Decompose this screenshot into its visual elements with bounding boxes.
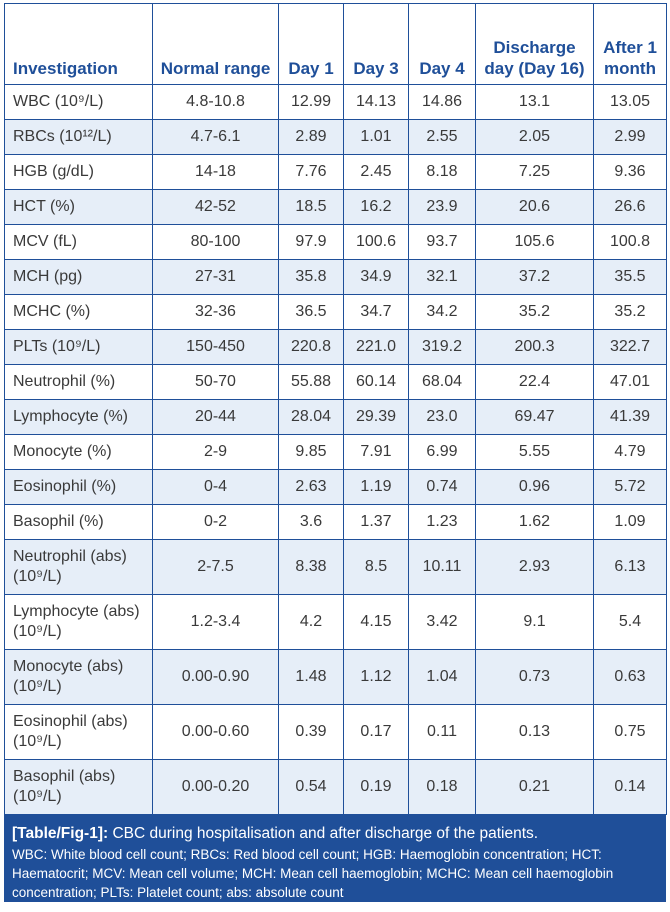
table-row [5,540,667,595]
table-cell: 16.2 [344,190,409,225]
table-cell: 100.6 [344,225,409,260]
table-cell: 23.0 [409,400,476,435]
table-cell: 14-18 [153,155,279,190]
header-day-1: Day 1 [279,4,344,85]
row-label: MCHC (%) [5,295,153,330]
table-cell: 4.7-6.1 [153,120,279,155]
table-cell: 13.1 [476,85,594,120]
table-cell: 37.2 [476,260,594,295]
table-cell: 0.18 [409,760,476,815]
table-cell: 3.42 [409,595,476,650]
table-cell: 32-36 [153,295,279,330]
table-cell: 1.37 [344,505,409,540]
table-cell: 0.21 [476,760,594,815]
table-row [5,365,667,400]
table-cell: 5.4 [594,595,667,650]
table-cell: 2-9 [153,435,279,470]
table-cell: 100.8 [594,225,667,260]
table-cell: 97.9 [279,225,344,260]
table-row [5,330,667,365]
table-cell: 35.5 [594,260,667,295]
table-cell: 7.91 [344,435,409,470]
table-cell: 1.2-3.4 [153,595,279,650]
table-caption [4,815,666,902]
table-cell: 35.2 [594,295,667,330]
table-cell: 2.93 [476,540,594,595]
table-cell: 319.2 [409,330,476,365]
table-cell: 23.9 [409,190,476,225]
table-cell: 0-2 [153,505,279,540]
table-cell: 7.25 [476,155,594,190]
row-label: HGB (g/dL) [5,155,153,190]
table-cell: 1.19 [344,470,409,505]
header-after-1-month: After 1 month [594,4,667,85]
table-cell: 35.2 [476,295,594,330]
row-label: RBCs (10¹²/L) [5,120,153,155]
table-cell: 5.55 [476,435,594,470]
table-row [5,400,667,435]
table-cell: 7.76 [279,155,344,190]
table-cell: 14.13 [344,85,409,120]
table-cell: 0.11 [409,705,476,760]
table-cell: 4.2 [279,595,344,650]
table-cell: 0.96 [476,470,594,505]
table-cell: 0-4 [153,470,279,505]
row-label: Monocyte (abs) (10⁹/L) [5,650,153,705]
table-cell: 1.04 [409,650,476,705]
table-cell: 28.04 [279,400,344,435]
table-cell: 0.00-0.90 [153,650,279,705]
table-cell: 34.2 [409,295,476,330]
table-cell: 220.8 [279,330,344,365]
table-row [5,505,667,540]
table-cell: 34.7 [344,295,409,330]
table-cell: 2-7.5 [153,540,279,595]
table-cell: 13.05 [594,85,667,120]
table-cell: 68.04 [409,365,476,400]
table-cell: 0.19 [344,760,409,815]
cbc-table [4,3,667,815]
table-cell: 80-100 [153,225,279,260]
table-cell: 18.5 [279,190,344,225]
row-label: WBC (10⁹/L) [5,85,153,120]
row-label: HCT (%) [5,190,153,225]
table-cell: 0.17 [344,705,409,760]
row-label: Eosinophil (abs) (10⁹/L) [5,705,153,760]
table-cell: 8.5 [344,540,409,595]
table-cell: 10.11 [409,540,476,595]
table-row [5,595,667,650]
table-row [5,120,667,155]
table-cell: 2.89 [279,120,344,155]
table-cell: 4.15 [344,595,409,650]
table-figure [4,3,666,902]
table-cell: 105.6 [476,225,594,260]
table-cell: 0.39 [279,705,344,760]
caption-label: [Table/Fig-1]: [12,825,109,842]
table-cell: 55.88 [279,365,344,400]
table-row [5,85,667,120]
table-cell: 6.13 [594,540,667,595]
table-cell: 47.01 [594,365,667,400]
table-cell: 36.5 [279,295,344,330]
row-label: Lymphocyte (%) [5,400,153,435]
table-cell: 1.23 [409,505,476,540]
table-cell: 32.1 [409,260,476,295]
table-cell: 1.01 [344,120,409,155]
table-cell: 26.6 [594,190,667,225]
header-discharge-day: Discharge day (Day 16) [476,4,594,85]
table-cell: 0.00-0.60 [153,705,279,760]
table-cell: 0.74 [409,470,476,505]
table-row [5,435,667,470]
table-cell: 29.39 [344,400,409,435]
row-label: Eosinophil (%) [5,470,153,505]
table-cell: 2.99 [594,120,667,155]
caption-title [12,824,658,844]
table-cell: 2.63 [279,470,344,505]
table-cell: 42-52 [153,190,279,225]
table-cell: 1.12 [344,650,409,705]
table-body [5,85,667,815]
caption-abbreviations: WBC: White blood cell count; RBCs: Red blood cell count; HGB: Haemoglobin concentration; HCT: Haematocrit; MCV: Mean cell volume; MCH: Mean cell haemoglobin; MCHC: Mean cell haemoglobin concentration; PLTs: Platelet count; abs: absolute count [12,847,614,900]
table-cell: 0.54 [279,760,344,815]
header-normal-range: Normal range [153,4,279,85]
table-cell: 20-44 [153,400,279,435]
table-cell: 1.09 [594,505,667,540]
row-label: Lymphocyte (abs) (10⁹/L) [5,595,153,650]
table-cell: 0.63 [594,650,667,705]
table-cell: 0.73 [476,650,594,705]
caption-title-text: CBC during hospitalisation and after discharge of the patients. [108,825,539,842]
table-cell: 4.79 [594,435,667,470]
table-row [5,650,667,705]
table-cell: 93.7 [409,225,476,260]
table-cell: 2.55 [409,120,476,155]
table-cell: 5.72 [594,470,667,505]
table-cell: 0.14 [594,760,667,815]
table-row [5,190,667,225]
table-cell: 0.75 [594,705,667,760]
table-cell: 60.14 [344,365,409,400]
table-row [5,705,667,760]
table-cell: 3.6 [279,505,344,540]
table-row [5,225,667,260]
table-row [5,470,667,505]
row-label: Basophil (abs) (10⁹/L) [5,760,153,815]
table-cell: 22.4 [476,365,594,400]
table-cell: 2.45 [344,155,409,190]
table-cell: 9.85 [279,435,344,470]
table-cell: 2.05 [476,120,594,155]
table-cell: 1.48 [279,650,344,705]
header-row [5,4,667,85]
table-cell: 200.3 [476,330,594,365]
row-label: MCH (pg) [5,260,153,295]
header-investigation: Investigation [5,4,153,85]
table-cell: 322.7 [594,330,667,365]
table-row [5,155,667,190]
row-label: Neutrophil (abs) (10⁹/L) [5,540,153,595]
table-cell: 14.86 [409,85,476,120]
table-cell: 150-450 [153,330,279,365]
row-label: Monocyte (%) [5,435,153,470]
table-cell: 6.99 [409,435,476,470]
table-row [5,260,667,295]
table-cell: 34.9 [344,260,409,295]
table-cell: 20.6 [476,190,594,225]
table-cell: 27-31 [153,260,279,295]
table-row [5,295,667,330]
row-label: Basophil (%) [5,505,153,540]
table-cell: 8.38 [279,540,344,595]
table-cell: 9.36 [594,155,667,190]
table-cell: 8.18 [409,155,476,190]
table-cell: 69.47 [476,400,594,435]
table-cell: 221.0 [344,330,409,365]
table-cell: 0.00-0.20 [153,760,279,815]
table-cell: 4.8-10.8 [153,85,279,120]
table-cell: 35.8 [279,260,344,295]
table-cell: 41.39 [594,400,667,435]
table-cell: 1.62 [476,505,594,540]
table-cell: 9.1 [476,595,594,650]
row-label: PLTs (10⁹/L) [5,330,153,365]
row-label: MCV (fL) [5,225,153,260]
table-row [5,760,667,815]
header-day-3: Day 3 [344,4,409,85]
table-cell: 0.13 [476,705,594,760]
header-day-4: Day 4 [409,4,476,85]
row-label: Neutrophil (%) [5,365,153,400]
table-cell: 12.99 [279,85,344,120]
table-cell: 50-70 [153,365,279,400]
